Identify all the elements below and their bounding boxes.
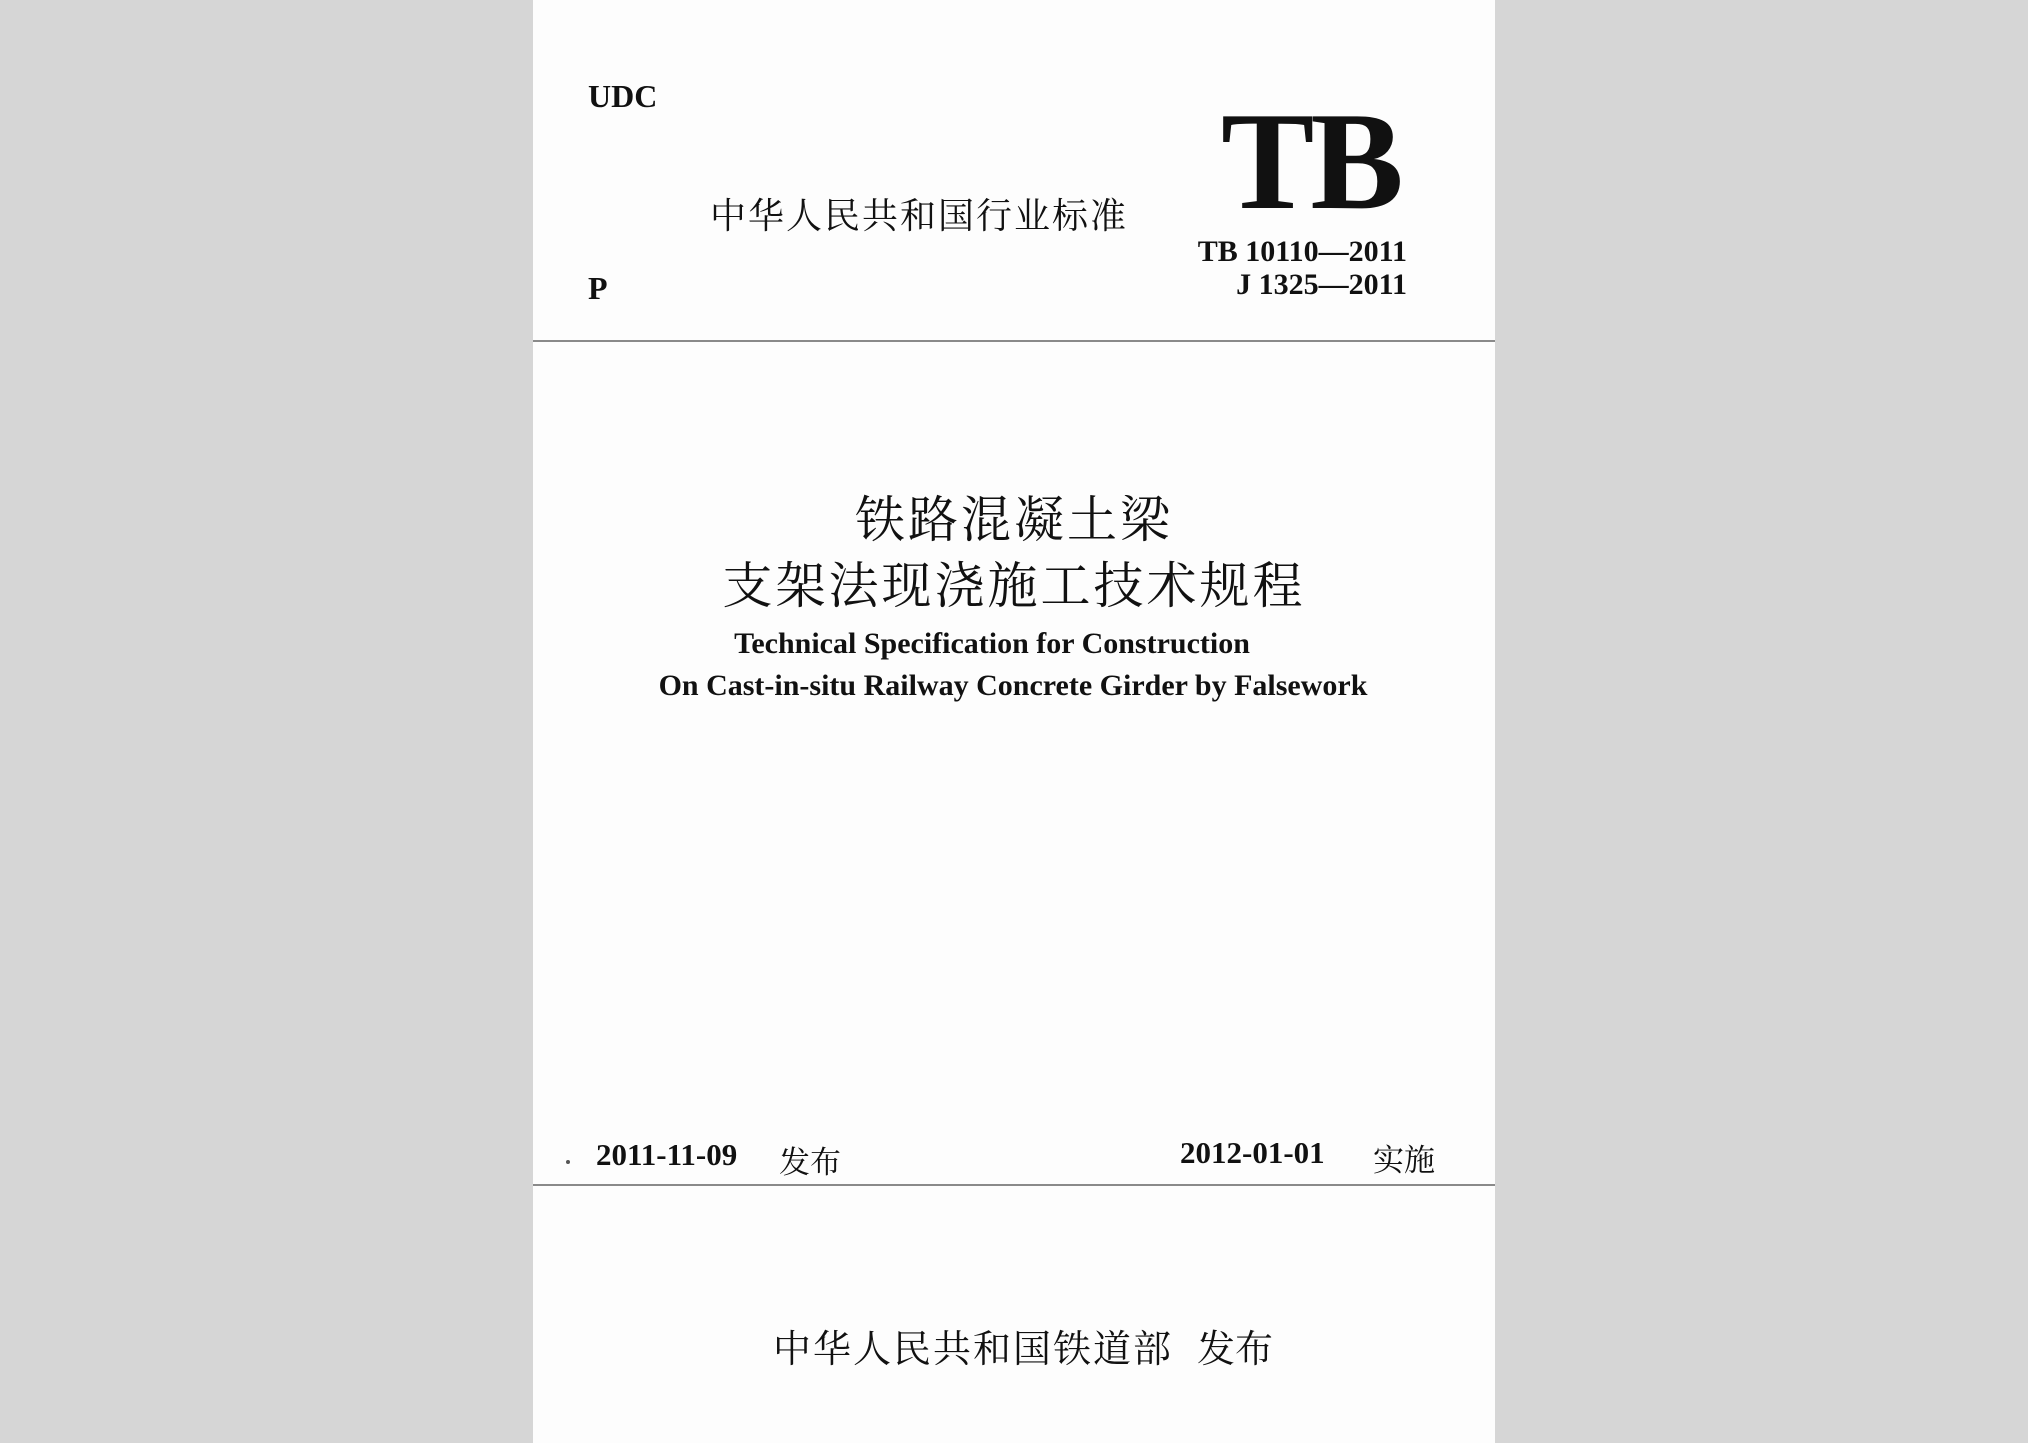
udc-label: UDC xyxy=(588,78,658,114)
scan-speck xyxy=(566,1160,570,1164)
bottom-divider xyxy=(533,1184,1495,1186)
title-english-line1: Technical Specification for Construction xyxy=(734,627,1250,660)
implementation-label: 实施 xyxy=(1373,1143,1435,1179)
implementation-date: 2012-01-01 xyxy=(1180,1135,1325,1170)
classification-label: P xyxy=(588,270,608,306)
publish-label: 发布 xyxy=(1197,1327,1274,1371)
title-chinese-line2: 支架法现浇施工技术规程 xyxy=(722,557,1306,615)
issue-date: 2011-11-09 xyxy=(596,1137,738,1172)
tb-logo: TB xyxy=(1221,84,1400,239)
title-chinese-line1: 铁路混凝土梁 xyxy=(855,491,1173,549)
standard-cover-page xyxy=(533,0,1495,1443)
title-english-line2: On Cast-in-situ Railway Concrete Girder by Falsework xyxy=(658,669,1368,702)
standard-number: TB 10110—2011 xyxy=(1197,235,1407,268)
publisher-name: 中华人民共和国铁道部 xyxy=(773,1327,1174,1371)
top-divider xyxy=(533,340,1495,342)
industry-standard-heading: 中华人民共和国行业标准 xyxy=(710,196,1129,237)
record-number: J 1325—2011 xyxy=(1236,268,1407,301)
issue-label: 发布 xyxy=(779,1145,841,1181)
